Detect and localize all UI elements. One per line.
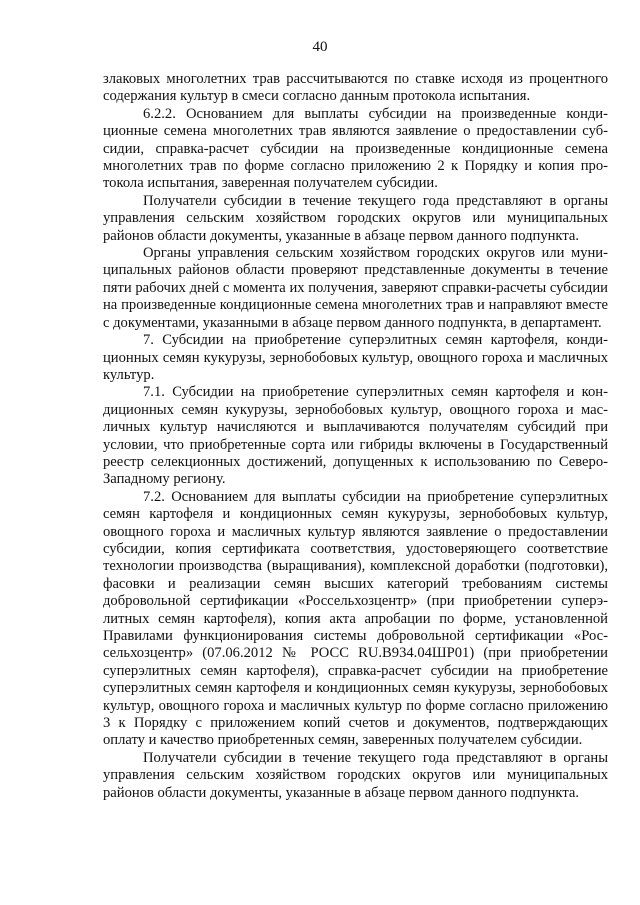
paragraph-4: Органы управления сельским хозяйством городских округов или муниципальных районов области проверяют представленные документы в течение пяти рабочих дней с момента их получения, заверяют справки-расчеты субсидии на произведенные кондиционные семена многолетних трав и направляют вместе с документами, указанными в абзаце первом данного подпункта, в департамент. (103, 245, 608, 331)
paragraph-3: Получатели субсидии в течение текущего года представляют в органы управления сельским хозяйством городских округов или муниципальных районов области документы, указанные в абзаце первом данного подпункта. (103, 192, 608, 244)
paragraph-6: 7.1. Субсидии на приобретение суперэлитных семян картофеля и кондиционных семян кукурузы, зернобобовых культур, овощного гороха и масличных культур начисляются и выплачиваются получателям субсидий при условии, что приобретенные сорта или гибриды включены в Государственный реестр селекционных достижений, допущенных к использованию по Северо-Западному региону. (103, 384, 608, 488)
paragraph-8: Получатели субсидии в течение текущего года представляют в органы управления сельским хозяйством городских округов или муниципальных районов области документы, указанные в абзаце первом данного подпункта. (103, 749, 608, 801)
paragraph-1: злаковых многолетних трав рассчитываются по ставке исходя из процентного содержания культур в смеси согласно данным протокола испытания. (103, 71, 608, 105)
document-body (103, 71, 608, 802)
paragraph-2: 6.2.2. Основанием для выплаты субсидии на произведенные кондиционные семена многолетних трав являются заявление о предоставлении субсидии, справка-расчет субсидии на произведенные кондиционные семена многолетних трав по форме согласно приложению 2 к Порядку и копия протокола испытания, заверенная получателем субсидии. (103, 105, 608, 192)
paragraph-5: 7. Субсидии на приобретение суперэлитных семян картофеля, кондиционных семян кукурузы, зернобобовых культур, овощного гороха и масличных культур. (103, 332, 608, 383)
paragraph-7: 7.2. Основанием для выплаты субсидии на приобретение суперэлитных семян картофеля и кондиционных семян кукурузы, зернобобовых культур, овощного гороха и масличных культур являются заявление о предоставлении субсидии, копия сертификата соответствия, удостоверяющего соответствие технологии производства (выращивания), комплексной доработки (подготовки), фасовки и реализации семян высших категорий требованиям системы добровольной сертификации «Россельхозцентр» (при приобретении суперэлитных семян картофеля), копия акта апробации по форме, установленной Правилами функционирования системы добровольной сертификации «Россельхозцентр» (07.06.2012 № РОСС RU.В934.04ШР01) (при приобретении суперэлитных семян картофеля), справка-расчет субсидии на приобретение суперэлитных семян картофеля и кондиционных семян кукурузы, зернобобовых культур, овощного гороха и масличных культур по форме согласно приложению 3 к Порядку с приложением копий счетов и документов, подтверждающих оплату и качество приобретенных семян, заверенных получателем субсидии. (103, 488, 608, 749)
page-number: 40 (312, 39, 328, 55)
